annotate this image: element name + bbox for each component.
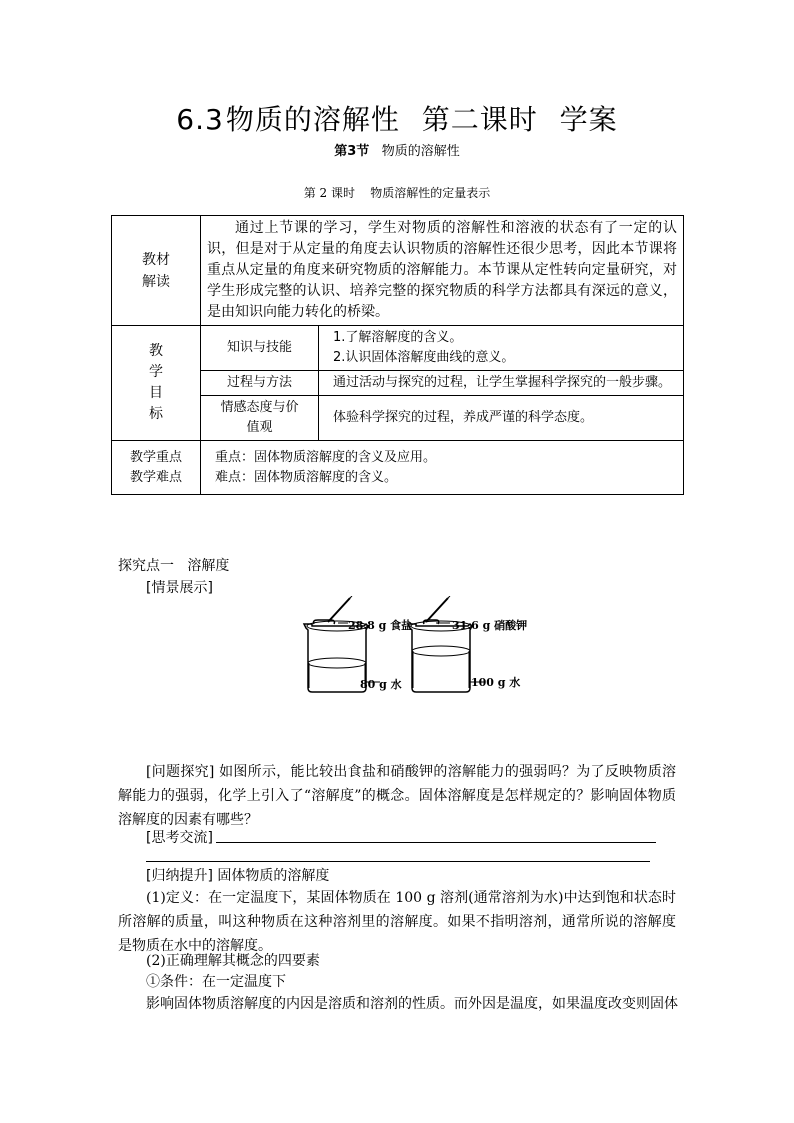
goals-label: 教 学 目 标 [112,326,201,441]
lesson-heading: 第 2 课时 物质溶解性的定量表示 [303,186,491,200]
explore-heading: 探究点一 溶解度 [118,558,230,574]
beaker1-water-label: 80 g 水 [360,678,402,691]
goal-content: 1.了解溶解度的含义。 2.认识固体溶解度曲线的意义。 [319,326,684,371]
keypoints-label: 教学重点 教学难点 [112,441,201,495]
title-lesson: 第二课时 [421,103,538,136]
section-name: 物质的溶解性 [381,144,460,159]
last-line-text: 影响固体物质溶解度的内因是溶质和溶剂的性质。而外因是温度，如果温度改变则固体 [146,996,678,1012]
table-row [112,441,684,495]
jiaocai-label: 教材 解读 [112,216,201,326]
definition-text: (1)定义：在一定温度下，某固体物质在 100 g 溶剂(通常溶剂为水)中达到饱和状态时所溶解的质量，叫这种物质在这种溶剂里的溶解度。如果不指明溶剂，通常所说的溶解度是物质在水中的溶解度。 [118,890,676,954]
title-type: 学案 [559,103,618,136]
title-number: 6.3 [176,103,224,136]
goal-content: 通过活动与探究的过程，让学生掌握科学探究的一般步骤。 [319,371,684,396]
beaker1-solute-label: 28.8 g 食盐 [348,619,413,632]
goal-category: 过程与方法 [201,371,319,396]
page-title [0,98,794,138]
four-elements-text: (2)正确理解其概念的四要素 [146,953,320,969]
lesson-plan-table [111,215,684,495]
beaker2-water-label: 100 g 水 [471,676,521,689]
goal-category: 情感态度与价值观 [201,396,319,441]
answer-line[interactable] [146,861,650,862]
think-tag: [思考交流] [146,830,213,846]
answer-line[interactable] [216,842,656,843]
question-text: [问题探究] 如图所示，能比较出食盐和硝酸钾的溶解能力的强弱吗？为了反映物质溶解能力的强弱，化学上引入了“溶解度”的概念。固体溶解度是怎样规定的？影响固体物质溶解度的因素有哪些？ [118,764,676,828]
table-row [112,326,684,371]
summary-heading: [归纳提升] 固体物质的溶解度 [146,868,330,884]
table-row [112,216,684,326]
goal-content: 体验科学探究的过程，养成严谨的科学态度。 [319,396,684,441]
section-number: 第3节 [334,144,370,159]
title-main: 物质的溶解性 [225,103,400,136]
jiaocai-text: 通过上节课的学习，学生对物质的溶解性和溶液的状态有了一定的认识，但是对于从定量的角度去认识物质的溶解性还很少思考，因此本节课将重点从定量的角度来研究物质的溶解能力。本节课从定性转向定量研究，对学生形成完整的认识、培养完整的探究物质的科学方法都具有深远的意义，是由知识向能力转化的桥梁。 [207,220,677,320]
scene-tag: [情景展示] [146,580,213,596]
jiaocai-text-cell [201,216,684,326]
goal-category: 知识与技能 [201,326,319,371]
beakers-illustration [290,596,530,700]
section-heading [0,140,794,159]
beaker2-solute-label: 31.6 g 硝酸钾 [452,619,528,632]
keypoints-content: 重点：固体物质溶解度的含义及应用。 难点：固体物质溶解度的含义。 [201,441,684,495]
condition-1-text: ①条件：在一定温度下 [146,974,286,990]
